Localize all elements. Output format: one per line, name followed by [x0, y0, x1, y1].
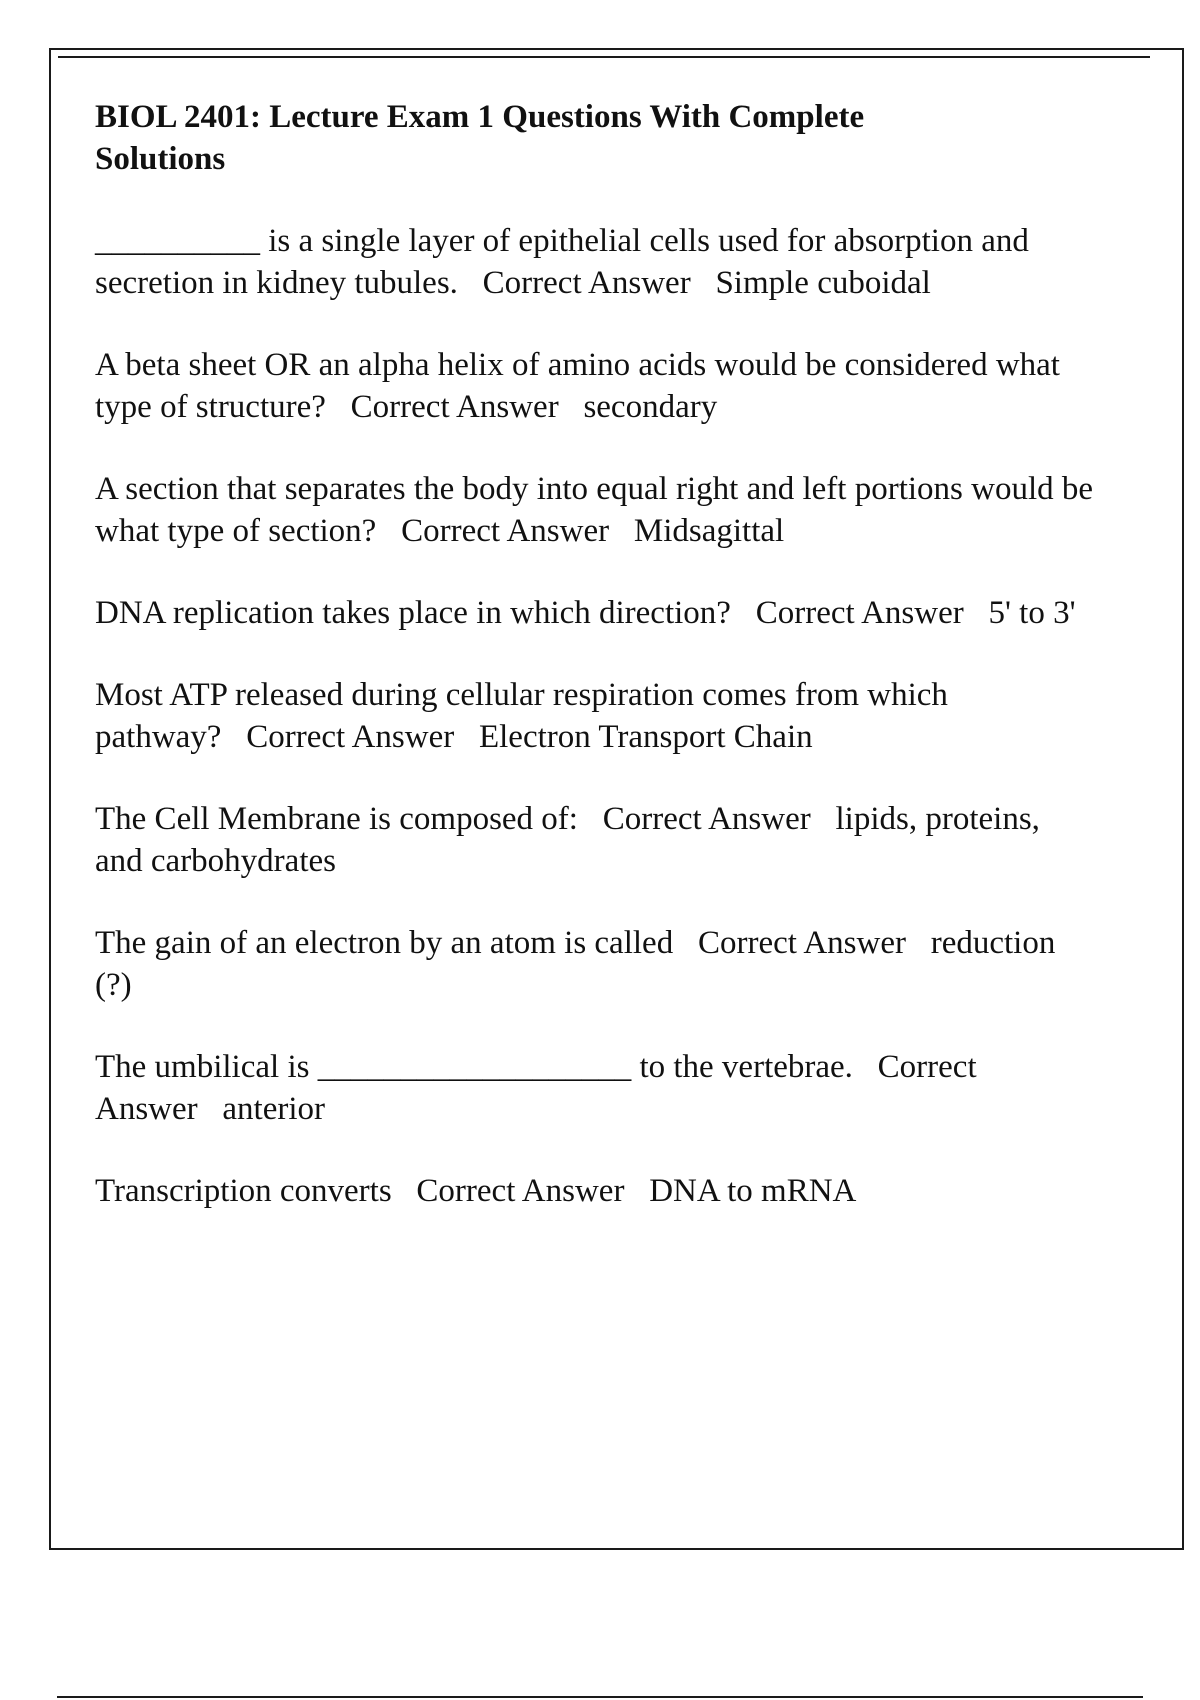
answer-text: reduction (?)	[95, 925, 1064, 1003]
question-text: A beta sheet OR an alpha helix of amino acids would be considered what type of structure?	[95, 347, 1069, 425]
answer-text: 5' to 3'	[988, 595, 1076, 631]
question-text: The gain of an electron by an atom is called	[95, 925, 674, 961]
question-text: The umbilical is ___________________ to the vertebrae.	[95, 1049, 853, 1085]
question-text: DNA replication takes place in which direction?	[95, 595, 731, 631]
answer-label: Correct Answer	[697, 925, 906, 961]
answer-label: Correct Answer	[95, 1049, 984, 1127]
qa-item	[95, 220, 1095, 304]
answer-label: Correct Answer	[602, 801, 811, 837]
answer-text: secondary	[583, 389, 718, 425]
answer-label: Correct Answer	[350, 389, 559, 425]
qa-item	[95, 592, 1095, 634]
answer-label: Correct Answer	[401, 513, 610, 549]
question-text: Transcription converts	[95, 1173, 392, 1209]
answer-text: Electron Transport Chain	[478, 719, 813, 755]
qa-item	[95, 798, 1095, 882]
qa-item	[95, 344, 1095, 428]
answer-label: Correct Answer	[416, 1173, 625, 1209]
document-body	[95, 96, 1102, 1252]
answer-text: Simple cuboidal	[715, 265, 931, 301]
answer-text: Midsagittal	[633, 513, 785, 549]
answer-text: DNA to mRNA	[649, 1173, 857, 1209]
top-rule	[58, 56, 1150, 58]
answer-label: Correct Answer	[755, 595, 964, 631]
qa-item	[95, 1046, 1095, 1130]
answer-text: anterior	[222, 1091, 326, 1127]
question-text: A section that separates the body into equal right and left portions would be what type of section?	[95, 471, 1102, 549]
question-text: The Cell Membrane is composed of:	[95, 801, 578, 837]
answer-label: Correct Answer	[482, 265, 691, 301]
qa-item	[95, 1170, 1095, 1212]
answer-label: Correct Answer	[246, 719, 455, 755]
qa-item	[95, 468, 1102, 552]
qa-item	[95, 674, 1095, 758]
question-text: __________ is a single layer of epithelial cells used for absorption and secretion in kidney tubules.	[95, 223, 1038, 301]
answer-text: lipids, proteins, and carbohydrates	[95, 801, 1049, 879]
question-text: Most ATP released during cellular respiration comes from which pathway?	[95, 677, 957, 755]
bottom-rule	[57, 1696, 1143, 1698]
qa-item	[95, 922, 1095, 1006]
document-title: BIOL 2401: Lecture Exam 1 Questions With Complete Solutions	[95, 99, 865, 177]
